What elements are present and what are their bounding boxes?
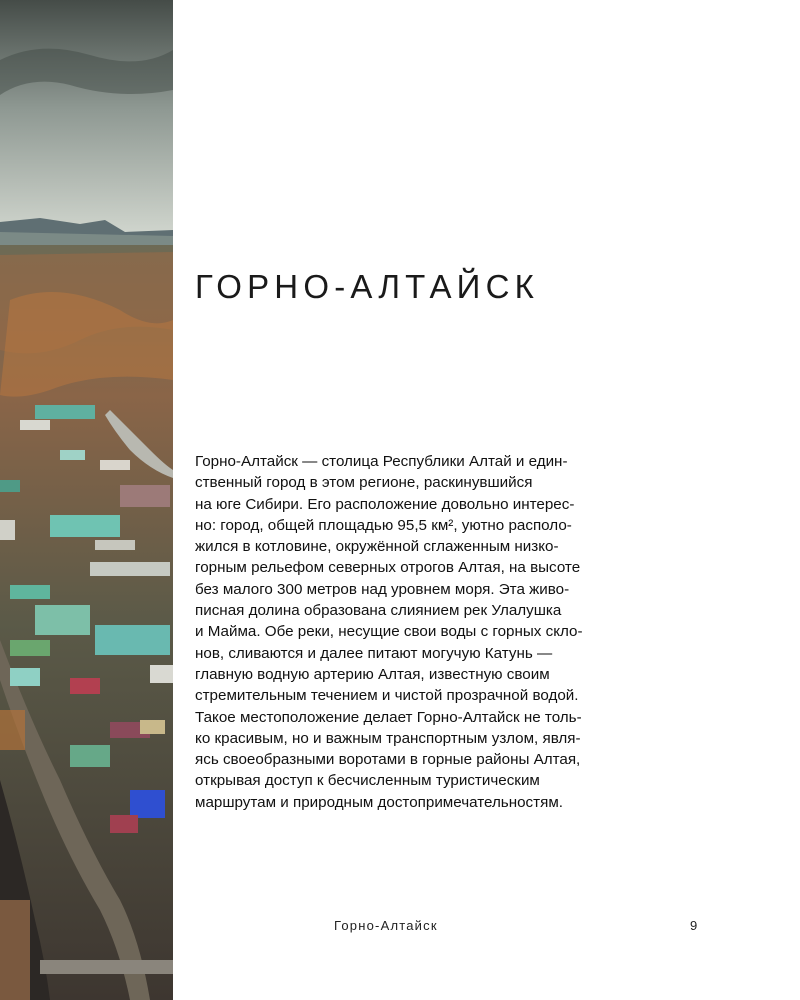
body-line: жился в котловине, окружённой сглаженным низко-	[195, 538, 559, 556]
body-paragraph	[195, 451, 615, 813]
body-line: на юге Сибири. Его расположение довольно интерес-	[195, 495, 575, 513]
body-line: маршрутам и природным достопримечательностям.	[195, 793, 563, 811]
page-number: 9	[690, 918, 698, 933]
aerial-town-photo	[0, 0, 173, 1000]
body-line: ственный город в этом регионе, раскинувшийся	[195, 474, 533, 492]
body-line: и Майма. Обе реки, несущие свои воды с горных скло-	[195, 623, 583, 641]
body-line: Такое местоположение делает Горно-Алтайск не толь-	[195, 708, 582, 726]
body-line: горным рельефом северных отрогов Алтая, на высоте	[195, 559, 581, 577]
body-line: нов, сливаются и далее питают могучую Катунь —	[195, 644, 553, 662]
body-line: ясь своеобразными воротами в горные районы Алтая,	[195, 751, 581, 769]
body-line: без малого 300 метров над уровнем моря. Эта живо-	[195, 580, 570, 598]
body-line: но: город, общей площадью 95,5 км², уютно располо-	[195, 516, 572, 534]
body-line: главную водную артерию Алтая, известную своим	[195, 665, 550, 683]
body-line: писная долина образована слиянием рек Улалушка	[195, 602, 562, 620]
body-line: открывая доступ к бесчисленным туристическим	[195, 772, 540, 790]
body-line: Горно-Алтайск — столица Республики Алтай и един-	[195, 453, 568, 470]
running-footer-title: Горно-Алтайск	[334, 918, 438, 933]
page-title: ГОРНО-АЛТАЙСК	[195, 268, 540, 305]
body-line: ко красивым, но и важным транспортным узлом, явля-	[195, 729, 581, 747]
body-line: стремительным течением и чистой прозрачной водой.	[195, 687, 579, 705]
hero-photo	[0, 0, 173, 1000]
